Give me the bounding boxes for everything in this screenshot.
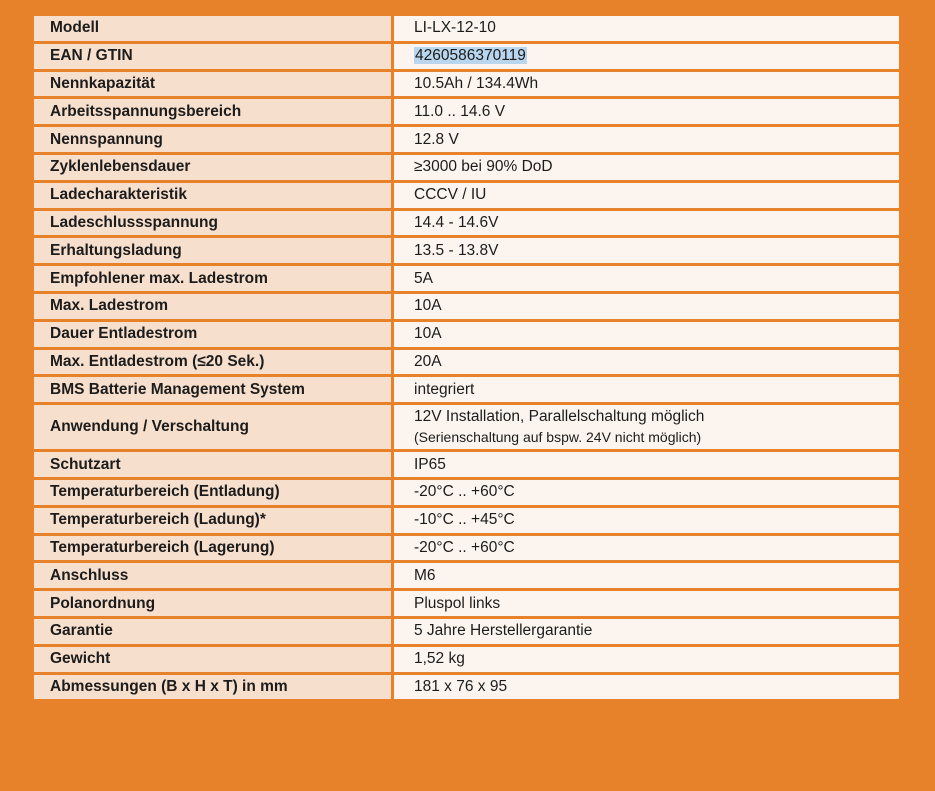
spec-value: 12V Installation, Parallelschaltung möglich bbox=[414, 408, 705, 426]
spec-label: BMS Batterie Management System bbox=[33, 376, 393, 404]
spec-row bbox=[33, 590, 901, 618]
spec-value-note: (Serienschaltung auf bspw. 24V nicht möglich) bbox=[414, 429, 702, 446]
spec-value-cell bbox=[393, 478, 901, 506]
spec-value: 1,52 kg bbox=[414, 650, 465, 668]
spec-label: Nennkapazität bbox=[33, 70, 393, 98]
spec-row bbox=[33, 478, 901, 506]
spec-value-cell bbox=[393, 590, 901, 618]
spec-row bbox=[33, 42, 901, 70]
spec-value-selected: 4260586370119 bbox=[415, 47, 526, 65]
spec-value: Pluspol links bbox=[414, 594, 501, 612]
spec-row bbox=[33, 451, 901, 479]
spec-row bbox=[33, 506, 901, 534]
spec-value-cell bbox=[393, 265, 901, 293]
spec-value: CCCV / IU bbox=[414, 186, 487, 204]
spec-value-cell bbox=[393, 534, 901, 562]
spec-value: 13.5 - 13.8V bbox=[414, 241, 499, 259]
spec-label: Anwendung / Verschaltung bbox=[33, 404, 393, 451]
spec-value-cell bbox=[393, 673, 901, 701]
spec-value: LI-LX-12-10 bbox=[414, 19, 496, 37]
spec-value: 5 Jahre Herstellergarantie bbox=[414, 622, 593, 640]
spec-value-cell bbox=[393, 292, 901, 320]
spec-value-cell bbox=[393, 153, 901, 181]
spec-value: 10A bbox=[414, 325, 442, 343]
spec-label: Dauer Entladestrom bbox=[33, 320, 393, 348]
spec-label: Erhaltungsladung bbox=[33, 237, 393, 265]
spec-value-cell bbox=[393, 237, 901, 265]
spec-value: IP65 bbox=[414, 455, 446, 473]
spec-value: 10A bbox=[414, 297, 442, 315]
spec-value-cell bbox=[393, 451, 901, 479]
spec-value: M6 bbox=[414, 566, 436, 584]
spec-row bbox=[33, 617, 901, 645]
spec-row bbox=[33, 673, 901, 701]
spec-label: Empfohlener max. Ladestrom bbox=[33, 265, 393, 293]
spec-row bbox=[33, 376, 901, 404]
spec-row bbox=[33, 181, 901, 209]
spec-value-cell bbox=[393, 404, 901, 451]
spec-value: 20A bbox=[414, 352, 442, 370]
spec-value: 181 x 76 x 95 bbox=[414, 677, 508, 695]
spec-value-cell bbox=[393, 562, 901, 590]
spec-value-cell bbox=[393, 320, 901, 348]
spec-value-cell bbox=[393, 126, 901, 154]
spec-value-cell bbox=[393, 70, 901, 98]
spec-row bbox=[33, 265, 901, 293]
spec-row bbox=[33, 534, 901, 562]
spec-row bbox=[33, 404, 901, 451]
spec-label: Modell bbox=[33, 15, 393, 43]
spec-row bbox=[33, 237, 901, 265]
spec-label: Anschluss bbox=[33, 562, 393, 590]
spec-label: Gewicht bbox=[33, 645, 393, 673]
spec-value: 5A bbox=[414, 269, 433, 287]
spec-label: Zyklenlebensdauer bbox=[33, 153, 393, 181]
spec-value: -10°C .. +45°C bbox=[414, 511, 515, 529]
spec-row bbox=[33, 15, 901, 43]
spec-value-cell bbox=[393, 15, 901, 43]
spec-label: Max. Entladestrom (≤20 Sek.) bbox=[33, 348, 393, 376]
spec-table bbox=[31, 13, 902, 702]
spec-value: 14.4 - 14.6V bbox=[414, 213, 499, 231]
spec-value: 10.5Ah / 134.4Wh bbox=[414, 74, 539, 92]
spec-label: Polanordnung bbox=[33, 590, 393, 618]
spec-value-cell bbox=[393, 376, 901, 404]
spec-value: 11.0 .. 14.6 V bbox=[414, 102, 506, 120]
spec-label: Schutzart bbox=[33, 451, 393, 479]
spec-row bbox=[33, 320, 901, 348]
spec-value: -20°C .. +60°C bbox=[414, 483, 515, 501]
spec-row bbox=[33, 348, 901, 376]
spec-value: -20°C .. +60°C bbox=[414, 538, 515, 556]
spec-table-body bbox=[33, 15, 901, 701]
spec-value-cell bbox=[393, 98, 901, 126]
spec-label: Abmessungen (B x H x T) in mm bbox=[33, 673, 393, 701]
spec-label: EAN / GTIN bbox=[33, 42, 393, 70]
spec-row bbox=[33, 645, 901, 673]
spec-label: Ladeschlussspannung bbox=[33, 209, 393, 237]
spec-row bbox=[33, 209, 901, 237]
spec-label: Temperaturbereich (Ladung)* bbox=[33, 506, 393, 534]
spec-value: integriert bbox=[414, 380, 475, 398]
spec-label: Max. Ladestrom bbox=[33, 292, 393, 320]
spec-row bbox=[33, 562, 901, 590]
spec-row bbox=[33, 153, 901, 181]
spec-label: Temperaturbereich (Entladung) bbox=[33, 478, 393, 506]
spec-row bbox=[33, 292, 901, 320]
spec-value: 12.8 V bbox=[414, 130, 459, 148]
spec-row bbox=[33, 98, 901, 126]
spec-label: Temperaturbereich (Lagerung) bbox=[33, 534, 393, 562]
spec-value-cell bbox=[393, 506, 901, 534]
spec-value-cell bbox=[393, 42, 901, 70]
spec-label: Nennspannung bbox=[33, 126, 393, 154]
spec-label: Arbeitsspannungsbereich bbox=[33, 98, 393, 126]
spec-value-cell bbox=[393, 209, 901, 237]
spec-value-cell bbox=[393, 645, 901, 673]
spec-value-cell bbox=[393, 181, 901, 209]
spec-value-cell bbox=[393, 617, 901, 645]
spec-value: ≥3000 bei 90% DoD bbox=[414, 158, 553, 176]
spec-label: Ladecharakteristik bbox=[33, 181, 393, 209]
spec-row bbox=[33, 126, 901, 154]
spec-value-cell bbox=[393, 348, 901, 376]
spec-label: Garantie bbox=[33, 617, 393, 645]
spec-row bbox=[33, 70, 901, 98]
